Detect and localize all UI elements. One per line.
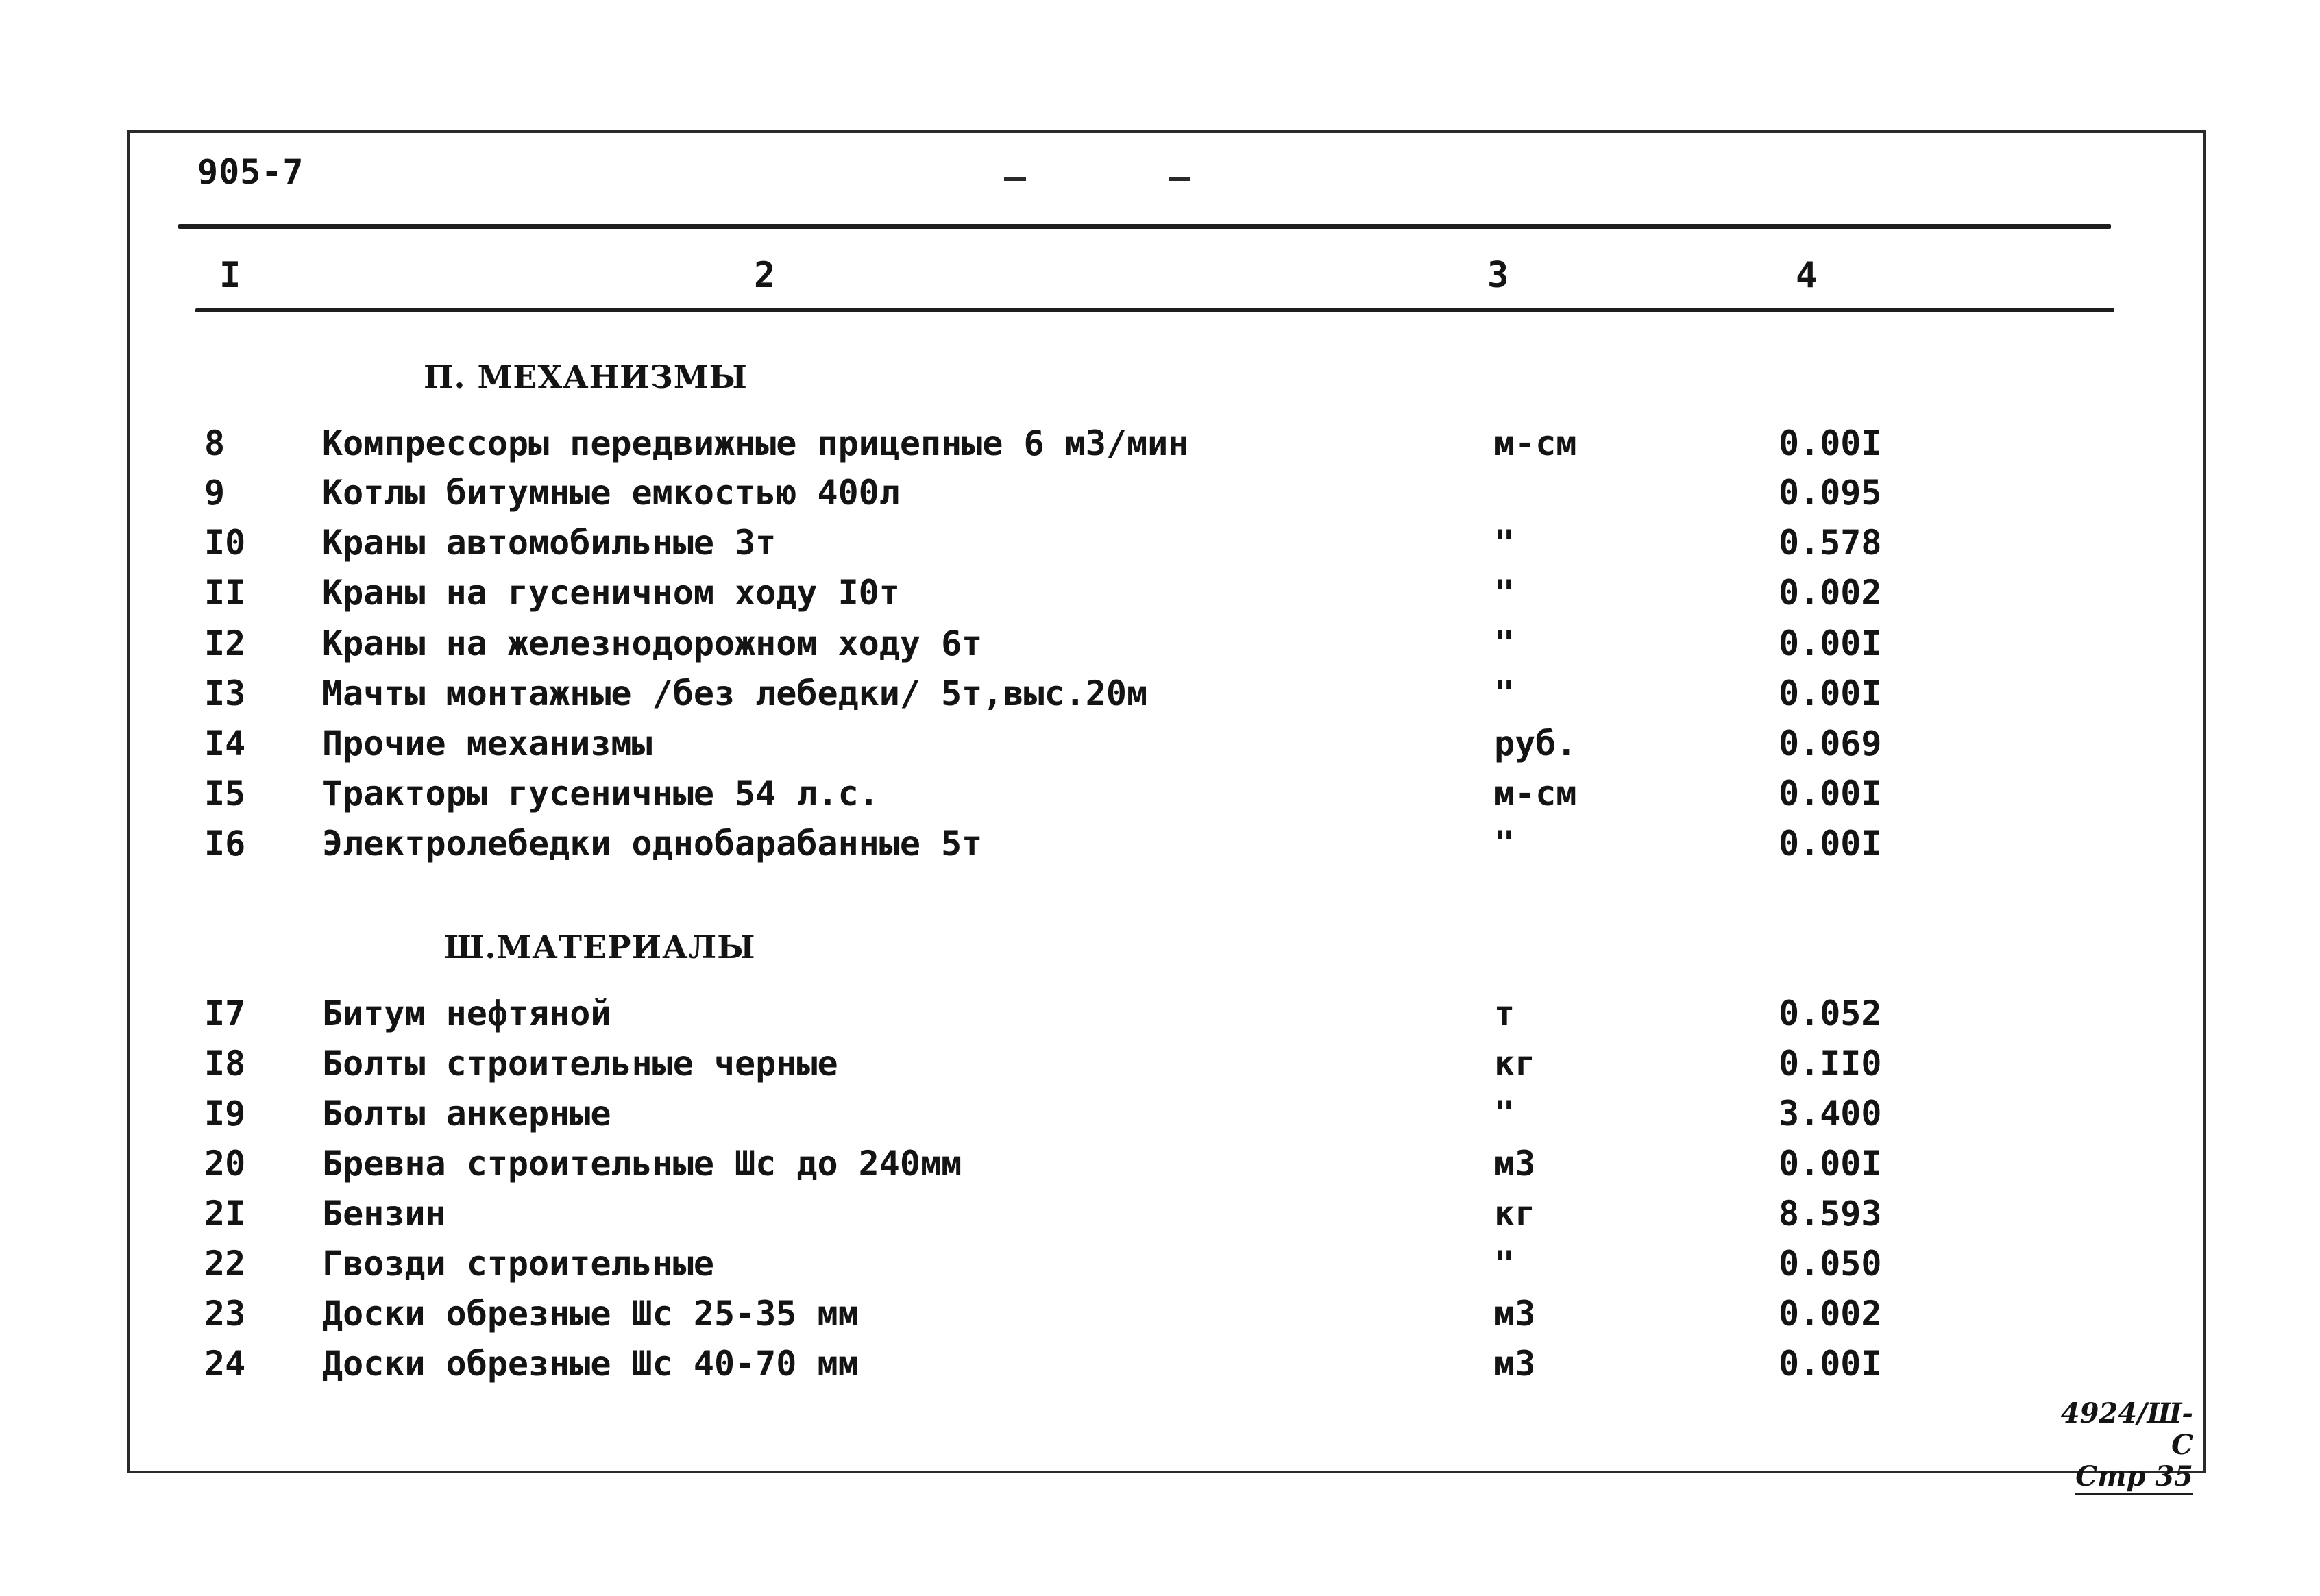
row-value: 0.069 [1779,724,1882,763]
row-name: Болты строительные черные [322,1044,838,1083]
section-title-materials: Ш.МАТЕРИАЛЫ [444,929,756,966]
table-row [0,994,2320,1043]
table-row [0,824,2320,873]
row-name: Доски обрезные Шс 25-35 мм [322,1294,859,1334]
row-number: I5 [204,774,246,813]
row-number: 8 [204,423,225,463]
row-unit: " [1494,624,1515,663]
table-row [0,1344,2320,1393]
column-header-2: 2 [754,255,776,296]
row-unit: кг [1494,1194,1536,1233]
row-name: Прочие механизмы [322,724,652,763]
row-value: 0.00I [1779,824,1882,863]
row-unit: м3 [1494,1344,1536,1384]
row-value: 0.00I [1779,1344,1882,1384]
stamp-page: Стр 35 [2075,1460,2193,1495]
row-name: Бензин [322,1194,446,1233]
row-value: 0.00I [1779,674,1882,713]
section-title-mechanisms: П. МЕХАНИЗМЫ [424,358,748,395]
row-name: Краны автомобильные 3т [322,523,777,563]
table-row [0,523,2320,572]
row-number: II [204,573,246,613]
row-number: I0 [204,523,246,563]
document-code: 905-7 [197,152,304,192]
table-row [0,1244,2320,1293]
column-header-3: 3 [1487,255,1509,296]
table-row [0,1094,2320,1143]
table-row [0,1044,2320,1093]
row-name: Котлы битумные емкостью 400л [322,473,900,513]
row-value: 0.00I [1779,1144,1882,1183]
row-unit: м-см [1494,774,1577,813]
row-value: 0.002 [1779,1294,1882,1334]
row-name: Электролебедки однобарабанные 5т [322,824,983,863]
row-value: 0.050 [1779,1244,1882,1284]
row-value: 0.052 [1779,994,1882,1033]
table-row [0,423,2320,473]
row-name: Бревна строительные Шс до 240мм [322,1144,962,1183]
table-row [0,774,2320,823]
row-unit: м3 [1494,1144,1536,1183]
row-number: I4 [204,724,246,763]
row-number: 9 [204,473,225,513]
table-top-rule [178,224,2111,229]
table-row [0,1194,2320,1243]
table-row [0,1294,2320,1343]
stamp-code: 4924/Ш-С [2060,1397,2193,1461]
row-number: I2 [204,624,246,663]
row-number: I3 [204,674,246,713]
table-row [0,624,2320,673]
row-value: 3.400 [1779,1094,1882,1133]
table-row [0,473,2320,522]
row-number: 24 [204,1344,246,1384]
row-name: Болты анкерные [322,1094,611,1133]
row-name: Битум нефтяной [322,994,611,1033]
row-value: 0.00I [1779,624,1882,663]
column-header-1: I [219,255,241,296]
header-dash [1169,177,1190,181]
table-row [0,573,2320,622]
row-number: 2I [204,1194,246,1233]
row-value: 0.00I [1779,423,1882,463]
row-number: I9 [204,1094,246,1133]
row-value: 8.593 [1779,1194,1882,1233]
row-number: I8 [204,1044,246,1083]
row-name: Тракторы гусеничные 54 л.с. [322,774,879,813]
header-dash [1004,177,1026,181]
row-unit: м3 [1494,1294,1536,1334]
row-name: Краны на гусеничном ходу I0т [322,573,900,613]
row-unit: руб. [1494,724,1577,763]
row-unit: кг [1494,1044,1536,1083]
row-unit: " [1494,1244,1515,1284]
row-unit: м-см [1494,423,1577,463]
row-number: 22 [204,1244,246,1284]
row-value: 0.00I [1779,774,1882,813]
row-name: Мачты монтажные /без лебедки/ 5т,выс.20м [322,674,1148,713]
row-name: Доски обрезные Шс 40-70 мм [322,1344,859,1384]
row-value: 0.II0 [1779,1044,1882,1083]
row-value: 0.578 [1779,523,1882,563]
table-row [0,1144,2320,1193]
row-unit: " [1494,573,1515,613]
column-header-rule [195,308,2114,312]
row-unit: " [1494,523,1515,563]
row-number: I6 [204,824,246,863]
archive-stamp [2049,1398,2193,1493]
row-value: 0.095 [1779,473,1882,513]
row-number: I7 [204,994,246,1033]
table-row [0,674,2320,723]
row-unit: т [1494,994,1515,1033]
row-name: Гвозди строительные [322,1244,714,1284]
row-number: 20 [204,1144,246,1183]
table-row [0,724,2320,773]
row-name: Компрессоры передвижные прицепные 6 м3/мин [322,423,1189,463]
row-value: 0.002 [1779,573,1882,613]
row-unit: " [1494,824,1515,863]
row-unit: " [1494,674,1515,713]
row-number: 23 [204,1294,246,1334]
row-name: Краны на железнодорожном ходу 6т [322,624,983,663]
row-unit: " [1494,1094,1515,1133]
column-header-4: 4 [1796,255,1818,296]
